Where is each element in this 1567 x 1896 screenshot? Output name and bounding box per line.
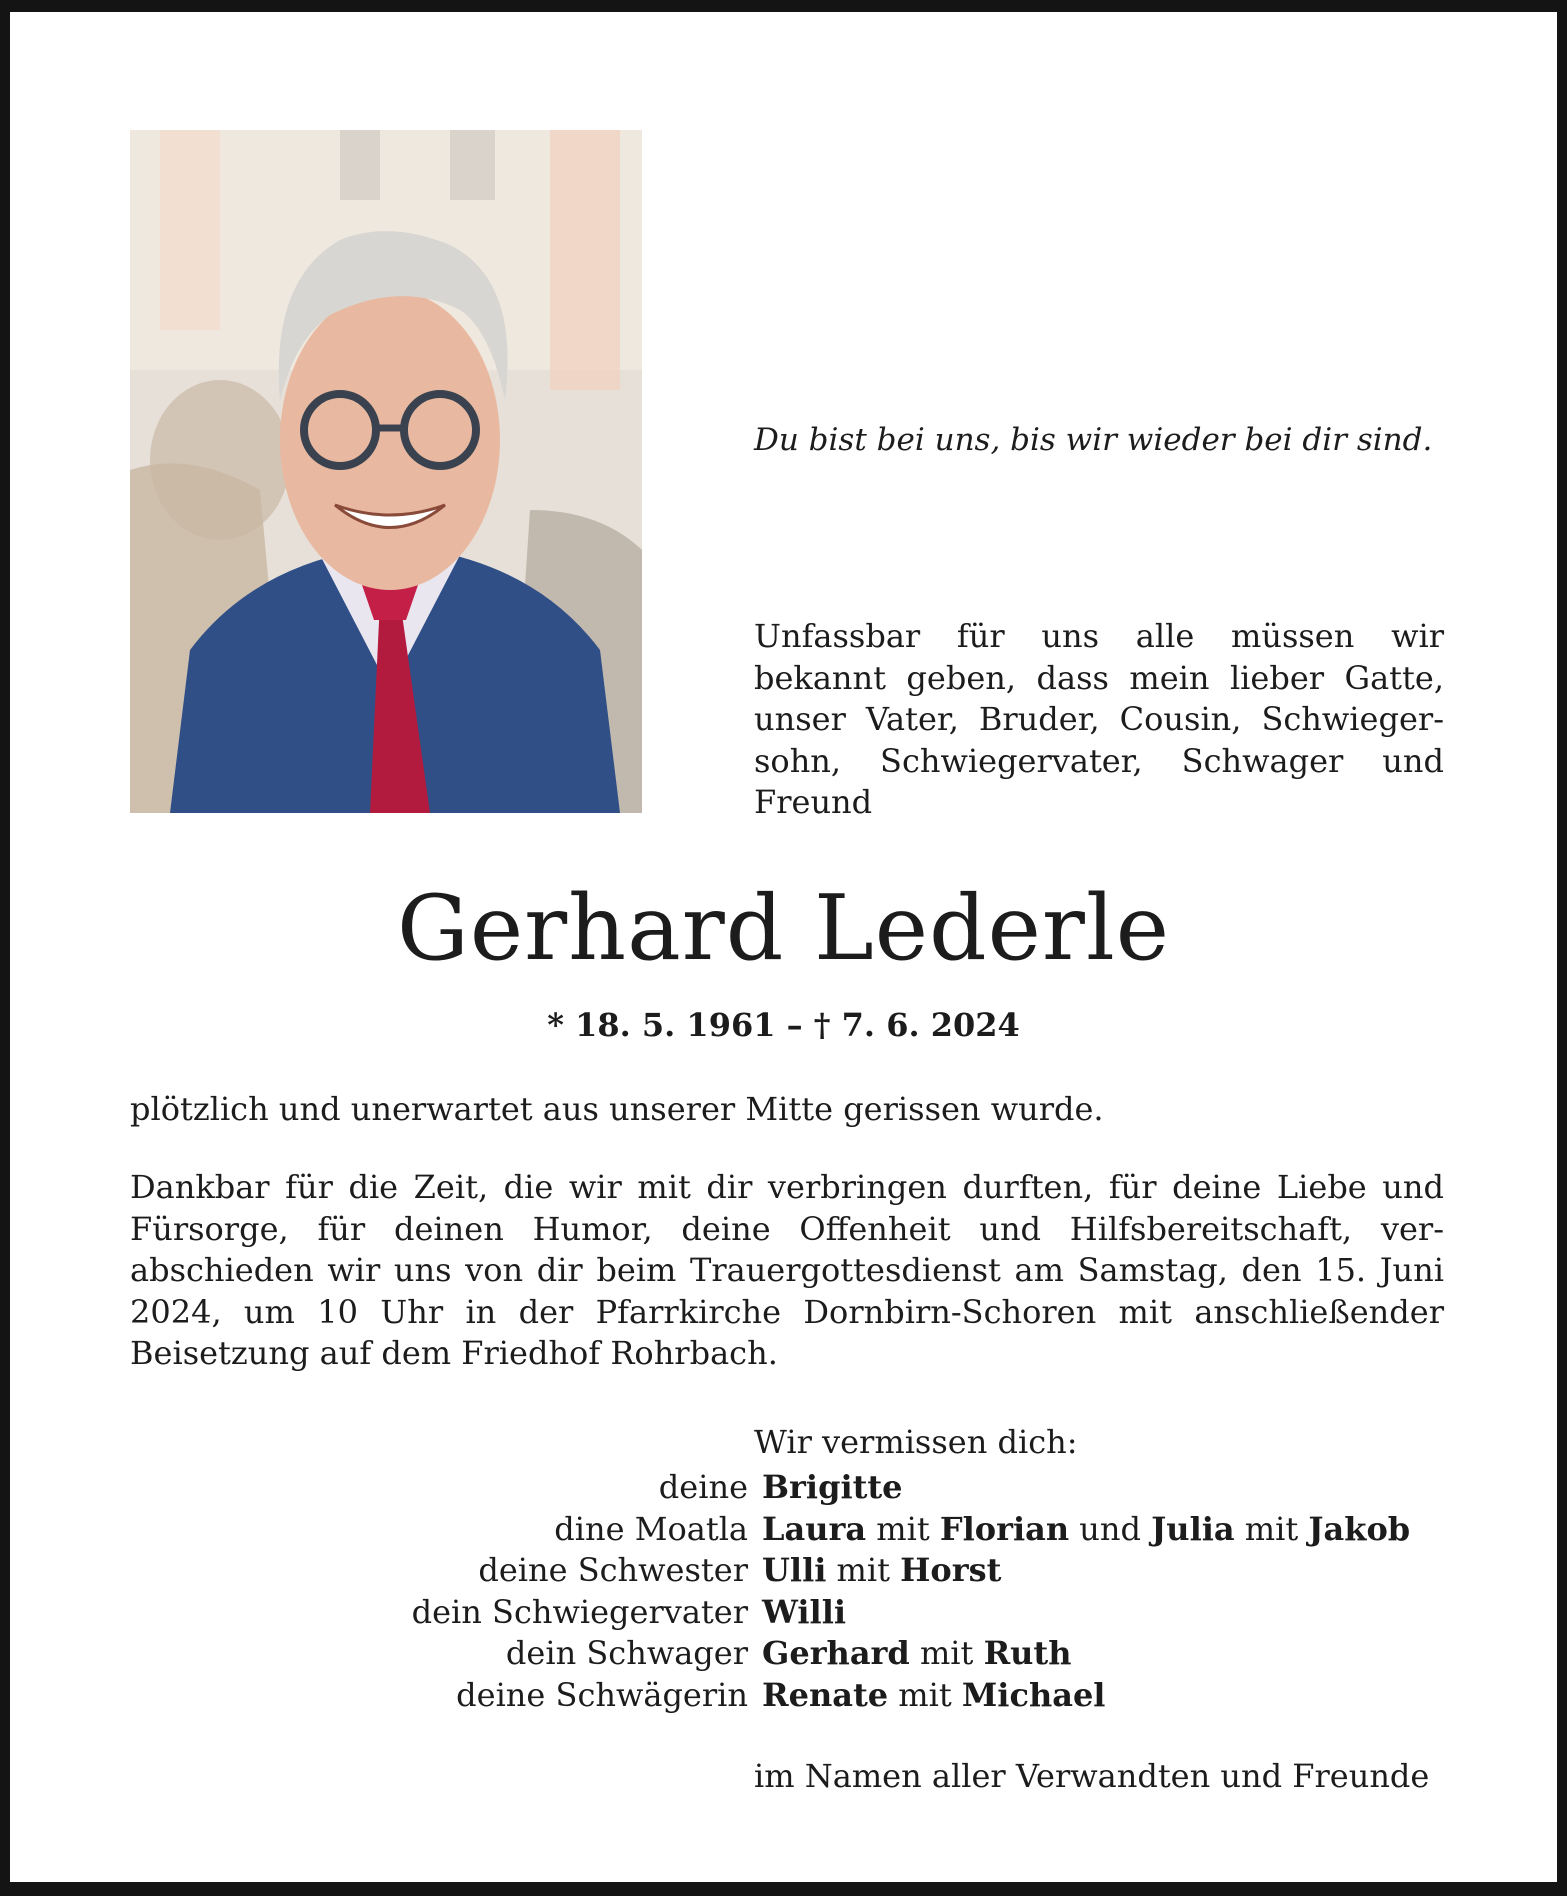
intro-paragraph (754, 616, 1444, 824)
family-member-name: Ulli (762, 1551, 827, 1589)
body-paragraph (130, 1167, 1444, 1375)
family-relation: dein Schwager (505, 1634, 748, 1672)
portrait-photo (130, 130, 642, 813)
family-connector: mit (888, 1675, 962, 1714)
family-member-name: Horst (900, 1551, 1002, 1589)
body-line: Dankbar für die Zeit, die wir mit dir verbringen durften, für deine Liebe und (130, 1168, 1444, 1206)
intro-line: Freund (754, 783, 873, 821)
family-list (130, 1467, 1457, 1716)
family-connector: mit (909, 1634, 984, 1672)
family-connector: mit (826, 1551, 901, 1589)
body-line: Beisetzung auf dem Friedhof Rohrbach. (130, 1334, 778, 1372)
intro-line: Unfassbar für uns alle müssen wir (754, 617, 1444, 655)
closing-line: im Namen aller Verwandten und Freunde (754, 1757, 1430, 1795)
family-member-name: Julia (1151, 1509, 1235, 1548)
family-member-name: Florian (939, 1509, 1070, 1548)
intro-line: bekannt geben, dass mein lieber Gatte, (754, 658, 1444, 697)
intro-line: unser Vater, Bruder, Cousin, Schwieger- (754, 700, 1444, 738)
family-row (130, 1592, 1457, 1634)
family-member-name: Laura (762, 1509, 867, 1548)
family-row (130, 1550, 1457, 1592)
quote: Du bist bei uns, bis wir wieder bei dir sind. (754, 422, 1433, 458)
family-relation: deine (658, 1468, 748, 1506)
body-line: abschieden wir uns von dir beim Trauergottesdienst am Samstag, den 15. Juni (130, 1251, 1444, 1289)
family-names (762, 1592, 1457, 1634)
family-connector: und (1069, 1509, 1152, 1548)
signoff: Wir vermissen dich: (754, 1423, 1078, 1461)
family-relation: dine Moatla (554, 1509, 748, 1548)
family-row (130, 1509, 1457, 1551)
family-relation: deine Schwester (478, 1551, 748, 1589)
intro-line: sohn, Schwiegervater, Schwager und (754, 741, 1444, 780)
family-member-name: Jakob (1308, 1509, 1411, 1548)
family-connector: mit (866, 1509, 940, 1548)
family-relation: dein Schwiegervater (411, 1592, 748, 1631)
body-line: 2024, um 10 Uhr in der Pfarrkirche Dornbirn-Schoren mit anschließender (130, 1292, 1444, 1331)
family-member-name: Willi (762, 1592, 846, 1631)
family-row (130, 1633, 1457, 1675)
lead-sentence: plötzlich und unerwartet aus unserer Mitte gerissen wurde. (130, 1090, 1104, 1128)
family-relation: deine Schwägerin (456, 1675, 748, 1714)
family-names (762, 1467, 1457, 1509)
family-member-name: Gerhard (762, 1634, 910, 1672)
family-names (762, 1550, 1457, 1592)
family-row (130, 1467, 1457, 1509)
family-member-name: Ruth (983, 1634, 1072, 1672)
family-member-name: Renate (762, 1675, 889, 1714)
portrait-illustration (130, 130, 642, 813)
family-row (130, 1675, 1457, 1717)
life-dates: * 18. 5. 1961 – † 7. 6. 2024 (547, 1006, 1020, 1044)
family-names (762, 1675, 1457, 1717)
family-names (762, 1509, 1457, 1551)
deceased-name: Gerhard Lederle (396, 876, 1170, 981)
body-line: Fürsorge, für deinen Humor, deine Offenheit und Hilfsbereitschaft, ver- (130, 1209, 1444, 1248)
family-connector: mit (1234, 1509, 1309, 1548)
family-member-name: Michael (961, 1675, 1106, 1714)
family-names (762, 1633, 1457, 1675)
family-member-name: Brigitte (762, 1468, 903, 1506)
